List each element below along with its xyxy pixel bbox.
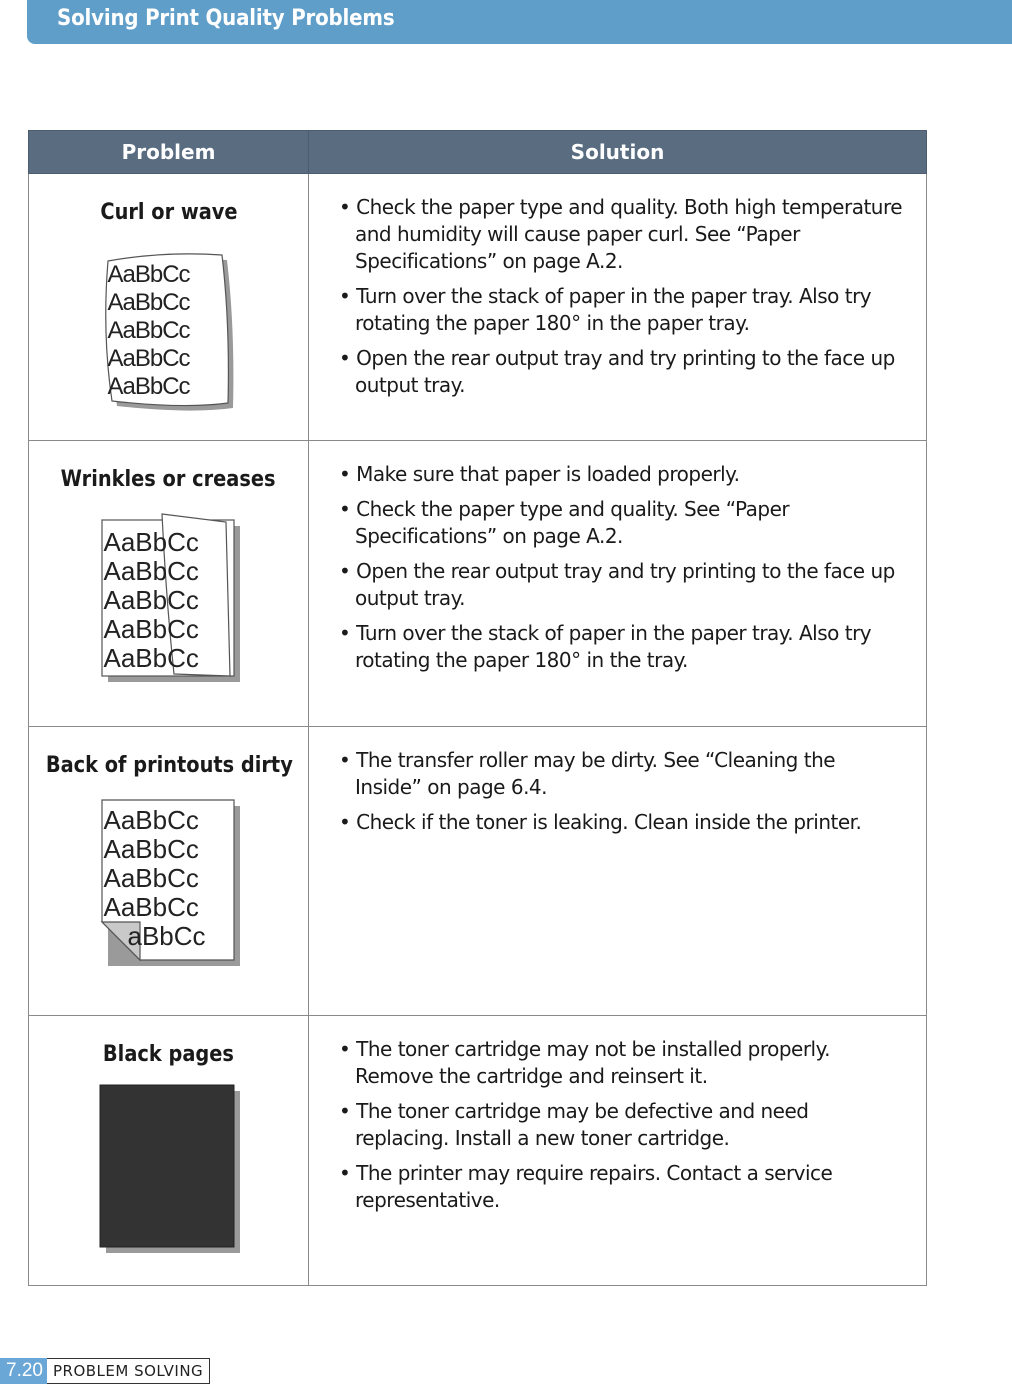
sample-line: AaBbCc — [107, 345, 190, 372]
solution-item: • Open the rear output tray and try printing to the face up output tray. — [339, 558, 906, 612]
solution-item: • Check if the toner is leaking. Clean inside the printer. — [339, 809, 906, 836]
sample-line: AaBbCc — [103, 805, 199, 835]
sample-line: AaBbCc — [107, 261, 190, 288]
dirty-back-sample-illustration — [94, 796, 244, 971]
table-row — [29, 727, 927, 1016]
solution-cell — [309, 727, 927, 1016]
sample-line: AaBbCc — [103, 556, 199, 586]
solution-item: • Make sure that paper is loaded properly. — [339, 461, 906, 488]
column-header-solution: Solution — [309, 131, 927, 174]
sample-line: AaBbCc — [103, 892, 199, 922]
sample-line: AaBbCc — [107, 373, 190, 400]
problem-title: Curl or wave — [99, 200, 238, 225]
problem-cell — [29, 174, 309, 441]
solution-item: • Turn over the stack of paper in the paper tray. Also try rotating the paper 180° in the paper tray. — [339, 283, 906, 337]
solution-item: • Turn over the stack of paper in the paper tray. Also try rotating the paper 180° in the tray. — [339, 620, 906, 674]
solution-cell — [309, 174, 927, 441]
solution-list — [309, 194, 926, 399]
black-page-icon — [94, 1083, 244, 1253]
solution-item: • The toner cartridge may be defective and need replacing. Install a new toner cartridge. — [339, 1098, 906, 1152]
problem-cell — [29, 1016, 309, 1286]
table-row — [29, 174, 927, 441]
solution-item: • Check the paper type and quality. Both high temperature and humidity will cause paper curl. See “Paper Specifications” on page A.2. — [339, 194, 906, 275]
problem-title: Wrinkles or creases — [61, 467, 276, 492]
solution-list — [309, 1036, 926, 1214]
sample-line: AaBbCc — [103, 614, 199, 644]
wrinkle-sample-illustration — [94, 508, 244, 683]
sample-line: AaBbCc — [107, 317, 190, 344]
column-header-problem: Problem — [29, 131, 309, 174]
sample-line: AaBbCc — [107, 289, 190, 316]
solution-list — [309, 747, 926, 836]
sample-line: AaBbCc — [103, 834, 199, 864]
section-name: PROBLEM SOLVING — [47, 1358, 210, 1384]
table-row — [29, 441, 927, 727]
solution-cell — [309, 1016, 927, 1286]
sample-line: AaBbCc — [103, 643, 199, 673]
solution-cell — [309, 441, 927, 727]
solution-list — [309, 461, 926, 674]
solution-item: • Open the rear output tray and try printing to the face up output tray. — [339, 345, 906, 399]
page-number: 7.20 — [0, 1358, 47, 1384]
header-bar — [27, 0, 1012, 44]
print-quality-table — [28, 130, 927, 1286]
problem-cell — [29, 441, 309, 727]
black-page-sample-illustration — [94, 1083, 244, 1253]
sample-line: AaBbCc — [103, 863, 199, 893]
solution-item: • The printer may require repairs. Contact a service representative. — [339, 1160, 906, 1214]
solution-item: • The toner cartridge may not be installed properly. Remove the cartridge and reinsert it. — [339, 1036, 906, 1090]
sample-line: AaBbCc — [103, 585, 199, 615]
problem-title: Back of printouts dirty — [45, 753, 293, 778]
solution-item: • The transfer roller may be dirty. See “Cleaning the Inside” on page 6.4. — [339, 747, 906, 801]
table-row — [29, 1016, 927, 1286]
problem-cell — [29, 727, 309, 1016]
solution-item: • Check the paper type and quality. See “Paper Specifications” on page A.2. — [339, 496, 906, 550]
page-footer — [0, 1358, 210, 1384]
page-title: Solving Print Quality Problems — [57, 6, 395, 31]
curl-sample-illustration — [94, 243, 244, 413]
problem-title: Black pages — [103, 1042, 234, 1067]
sample-line: aBbCc — [127, 921, 206, 951]
sample-line: AaBbCc — [103, 527, 199, 557]
